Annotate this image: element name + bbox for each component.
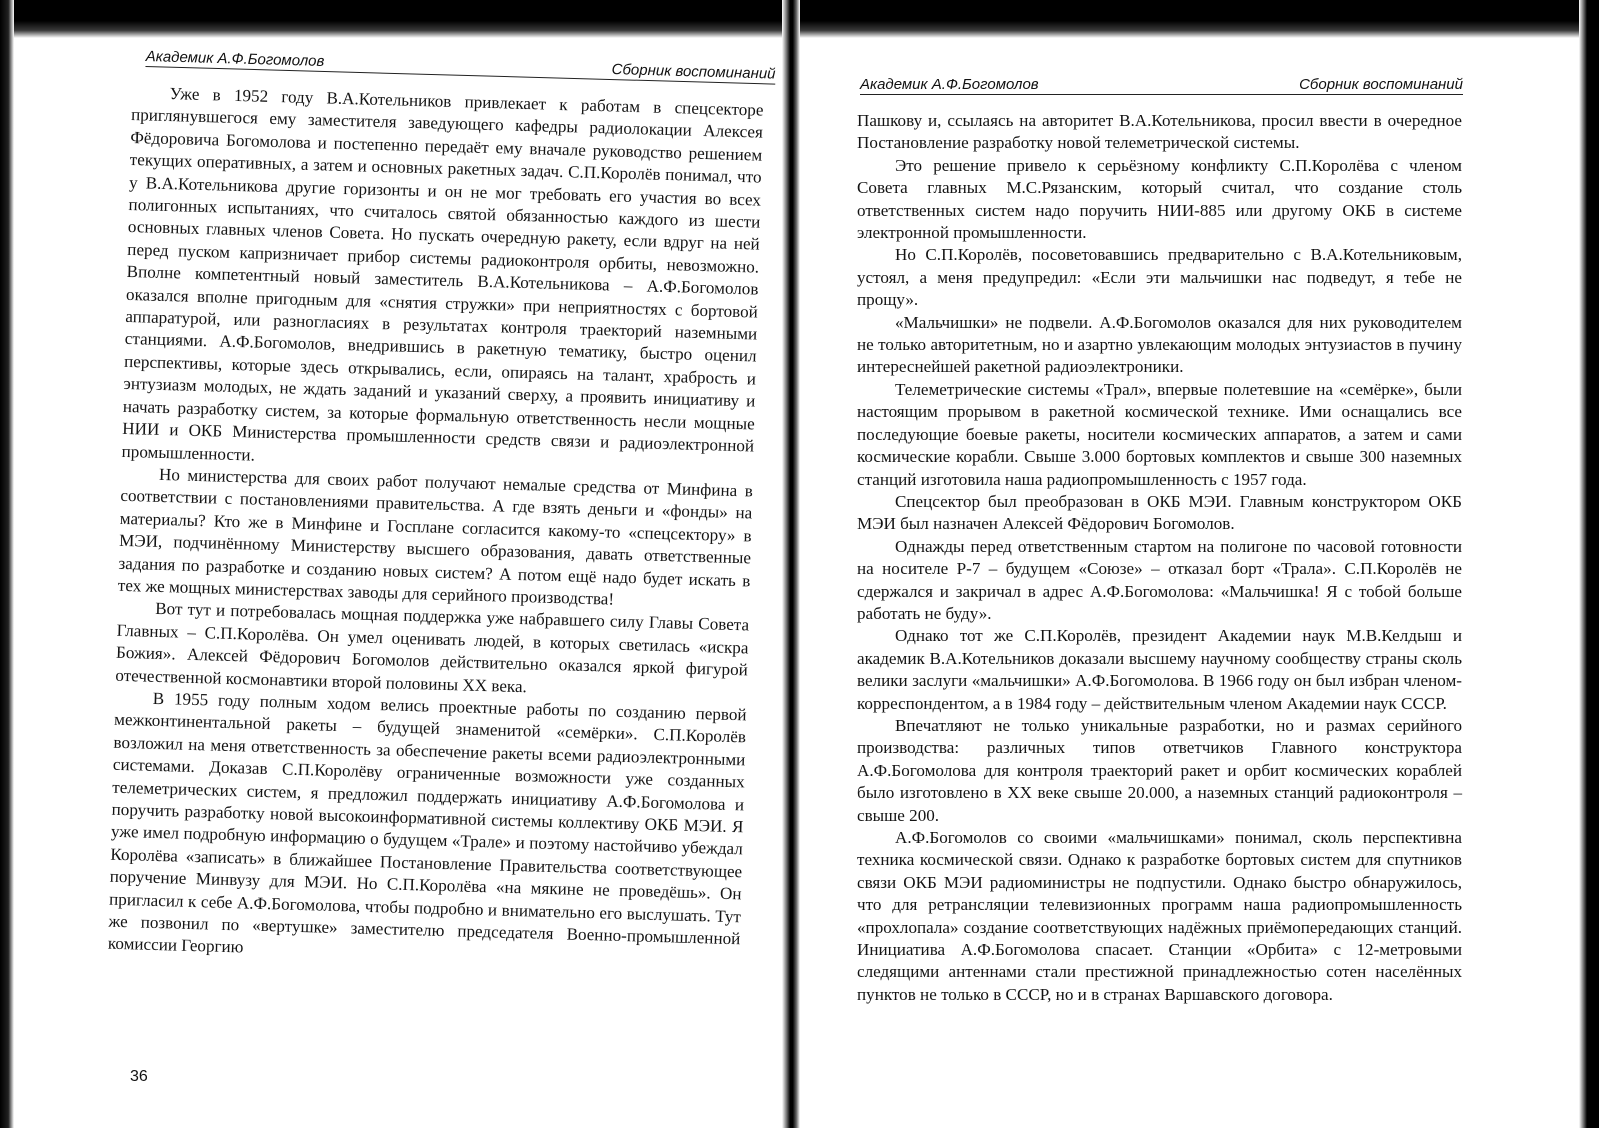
right-running-header: [860, 76, 1463, 95]
right-header-title: Сборник воспоминаний: [1299, 76, 1463, 93]
paragraph: Впечатляют не только уникальные разработки, но и размах серийного производства: различных типов ответчиков Главного конструктора А.Ф.Богомолова для контроля траекторий ракет и орбит космических кораблей было изготовлено в XX веке свыше 20.000, а наземных станций радиоконтроля – свыше 200.: [857, 715, 1462, 825]
paragraph: Телеметрические системы «Трал», впервые полетевшие на «семёрке», были настоящим прорывом в ракетной космической технике. Ими оснащались все последующие боевые ракеты, носители космических аппаратов, а затем и сами космические корабли. Свыше 3.000 бортовых комплектов и свыше 300 наземных станций изготовила наша радиопромышленность с 1957 года.: [857, 379, 1462, 489]
paragraph: Пашкову и, ссылаясь на авторитет В.А.Котельникова, просил ввести в очередное Постановление разработку новой телеметрической системы.: [857, 111, 1462, 153]
paragraph: Однажды перед ответственным стартом на полигоне по часовой готовности на носителе Р-7 – будущем «Союзе» – отказал борт «Трала». С.П.Королёв не сдержался и закричал в адрес А.Ф.Богомолова: «Мальчишка! Я с тобой больше работать не буду».: [857, 536, 1462, 623]
scan-right-edge: [1579, 0, 1599, 1128]
left-running-header: [145, 48, 775, 85]
scan-left-edge: [0, 0, 14, 1128]
right-page: [800, 0, 1578, 1128]
left-body-text: [108, 82, 764, 973]
paragraph: Однако тот же С.П.Королёв, президент Академии наук М.В.Келдыш и академик В.А.Котельников доказали высшему научному сообществу страны сколь велики заслуги «мальчишки» А.Ф.Богомолова. В 1966 году он был избран членом-корреспондентом, а в 1984 году – действительным членом Академии наук СССР.: [857, 626, 1462, 713]
paragraph: Вот тут и потребовалась мощная поддержка уже набравшего силу Главы Совета Главных – С.П.Королёва. Он умел оценивать людей, в которых светилась «искра Божия». Алексей Фёдорович Богомолов действительно оказался яркой фигурой отечественной космонавтики второй половины XX века.: [115, 599, 750, 696]
right-header-author: Академик А.Ф.Богомолов: [860, 76, 1039, 93]
paragraph: Спецсектор был преобразован в ОКБ МЭИ. Главным конструктором ОКБ МЭИ был назначен Алексей Фёдорович Богомолов.: [857, 491, 1462, 534]
paragraph: Но министерства для своих работ получают немалые средства от Минфина в соответствии с постановлениями правительства. А где взять деньги и «фонды» на материалы? Кто же в Минфине и Госплане согласится какому-то «спецсектору» в МЭИ, подчинённому Министерству высшего образования, давать ответственные задания по разработке и созданию новых систем? А потом ещё надо будет искать в тех же мощных министерствах заводы для серийного производства!: [117, 464, 754, 609]
paragraph: «Мальчишки» не подвели. А.Ф.Богомолов оказался для них руководителем не только авторитетным, но и азартно увлекающим молодых энтузиастов в пучину интереснейшей ракетной радиоэлектроники.: [857, 312, 1462, 377]
book-spine-gutter: [782, 0, 800, 1128]
paragraph: Но С.П.Королёв, посоветовавшись предварительно с В.А.Котельниковым, устоял, а меня предупредил: «Если эти мальчишки нас подведут, я тебе не прощу».: [857, 245, 1462, 310]
left-header-author: Академик А.Ф.Богомолов: [145, 48, 325, 70]
right-body-text: [857, 110, 1462, 1006]
paragraph: А.Ф.Богомолов со своими «мальчишками» понимал, сколь перспективна техника космической связи. Однако к разработке бортовых систем для спутников связи ОКБ МЭИ радиоминистры не подпустили. Однако быстро обнаружилось, что для ретрансляции телевизионных программ наша радиопромышленность «прохлопала» создание соответствующих надёжных приёмопередающих станций. Инициатива А.Ф.Богомолова спасает. Станции «Орбита» с 12-метровыми следящими антеннами стали престижной принадлежностью сотен населённых пунктов не только в СССР, но и в странах Варшавского договора.: [857, 828, 1462, 1004]
paragraph: Уже в 1952 году В.А.Котельников привлекает к работам в спецсекторе приглянувшегося ему заместителя заведующего кафедры радиолокации Алексея Фёдоровича Богомолова и постепенно передаёт ему вначале руководство решением текущих оперативных, а затем и основных ракетных задач. С.П.Королёв понимал, что у В.А.Котельникова другие горизонты и он не мог требовать его участия во всех полигонных испытаниях, что считалось святой обязанностью каждого из шести основных главных членов Совета. Но пускать очередную ракету, если вдруг на ней перед пуском капризничает прибор системы радиоконтроля орбиты, невозможно. Вполне компетентный новый заместитель В.А.Котельникова – А.Ф.Богомолов оказался вполне пригодным для «снятия стружки» при неприятностях с бортовой аппаратурой, или разногласиях в результатах контроля траекторий наземными станциями. А.Ф.Богомолов, внедрившись в ракетную тематику, быстро оценил перспективы, которые здесь открывались, если, опираясь на талант, храбрость и энтузиазм молодых, не ждать заданий и указаний сверху, а проявить инициативу и начать разработку систем, за которые формальную ответственность несли мощные НИИ и ОКБ Министерства промышленности средств связи и радиоэлектронной промышленности.: [121, 84, 764, 465]
paragraph: Это решение привело к серьёзному конфликту С.П.Королёва с членом Совета главных М.С.Рязанским, который считал, что создание столь ответственных систем надо поручить НИИ-885 или другому ОКБ в системе электронной промышленности.: [857, 155, 1462, 243]
left-header-title: Сборник воспоминаний: [611, 61, 776, 83]
left-page: [18, 0, 782, 1128]
page-number: 36: [130, 1068, 148, 1085]
paragraph: В 1955 году полным ходом велись проектные работы по созданию первой межконтинентальной ракеты – будущей знаменитой «семёрки». С.П.Королёв возложил на меня ответственность за обеспечение ракеты всеми радиоэлектронными системами. Доказав С.П.Королёву ограниченные возможности уже созданных телеметрических систем, я предложил поддержать инициативу А.Ф.Богомолова и поручить разработку новой высокоинформативной системы коллективу ОКБ МЭИ. Я уже имел подробную информацию о будущем «Трале» и поэтому настойчиво убеждал Королёва «записать» в ближайшее Постановление Правительства соответствующее поручение Минвузу для МЭИ. Но С.П.Королёва «на мякине не проведёшь». Он пригласил к себе А.Ф.Богомолова, чтобы подробно и внимательно его выслушать. Тут же позвонил по «вертушке» заместителю председателя Военно-промышленной комиссии Георгию: [107, 688, 747, 957]
